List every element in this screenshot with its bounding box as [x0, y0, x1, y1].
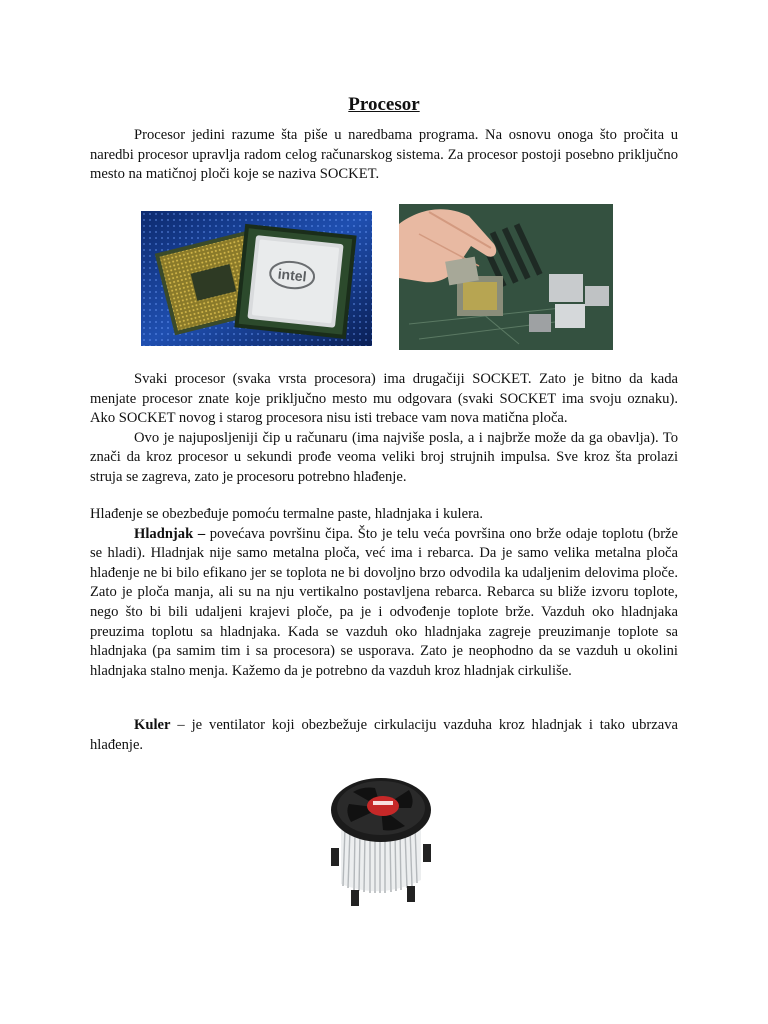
paragraph-cooling-intro: Hlađenje se obezbeđuje pomoću termalne paste, hladnjaka i kulera.	[90, 506, 484, 522]
socket-paragraph-block	[90, 370, 678, 488]
cpu-photo	[141, 211, 372, 346]
heatsink-text: povećava površinu čipa. Što je telu veća površina ono brže odaje toplotu (brže se hladi). Hladnjak nije samo metalna ploča, već ima i rebarca. Da je samo velika metalna ploča hlađenje ne bi bilo efikano jer se toplota ne bi dovoljno brzo odvodila ka udaljenim delovima ploče. Zato je ploča manja, ali su na nju vertikalno postavljena rebarca. Rebarca su bliže izvoru toplote, nego što bi bili udaljeni krajevi ploče, pa je i odvođenje toplote brže. Vazduh oko hladnjaka preuzima toplotu sa hladnjaka. Kada se vazduh oko hladnjaka zagreje preuzimanje toplote sa hladnjaka (pa samim tim i sa procesora) se usporava. Zato je neophodno da se vazduh u okolini hladnjaka stalno menja. Kažemo da je potrebno da vazduh kroz hladnjak cirkuliše.	[90, 525, 679, 679]
svg-text:intel: intel	[277, 265, 308, 285]
fan-paragraph-block	[90, 716, 678, 755]
paragraph-fan	[90, 716, 678, 755]
cooler-photo	[323, 768, 440, 908]
term-heatsink: Hladnjak –	[134, 525, 206, 542]
page-title: Procesor	[348, 94, 420, 115]
cooling-paragraph-block	[90, 505, 678, 681]
fan-text: – je ventilator koji obezbežuje cirkulaciju vazduha kroz hladnjak i tako ubrzava hlađenje.	[90, 717, 678, 753]
paragraph-intro: Procesor jedini razume šta piše u naredbama programa. Na osnovu onoga što pročita u naredbi procesor upravlja radom celog računarskog sistema. Za procesor postoji posebno priključno mesto na matičnoj ploči koje se naziva SOCKET.	[90, 127, 678, 183]
term-fan: Kuler	[134, 717, 171, 733]
motherboard-photo	[399, 204, 613, 350]
intro-paragraph-block	[90, 126, 678, 185]
paragraph-heatsink	[90, 525, 678, 682]
paragraph-busiest-chip: Ovo je najuposlјeniji čip u računaru (ima najviše posla, a i najbrže može da ga obavlja). To znači da kroz procesor u sekundi prođe veoma veliki broj strujnih impulsa. Sve kroz šta prolazi struja se zagreva, zato je procesoru potrebno hlađenje.	[90, 429, 678, 485]
paragraph-socket: Svaki procesor (svaka vrsta procesora) ima drugačiji SOCKET. Zato je bitno da kada menjate procesor znate koje priključno mesto mu odgovara (svaki SOCKET ima svoju oznaku). Ako SOCKET novog i starog procesora nisu isti trebace vam nova matična ploča.	[90, 371, 678, 427]
